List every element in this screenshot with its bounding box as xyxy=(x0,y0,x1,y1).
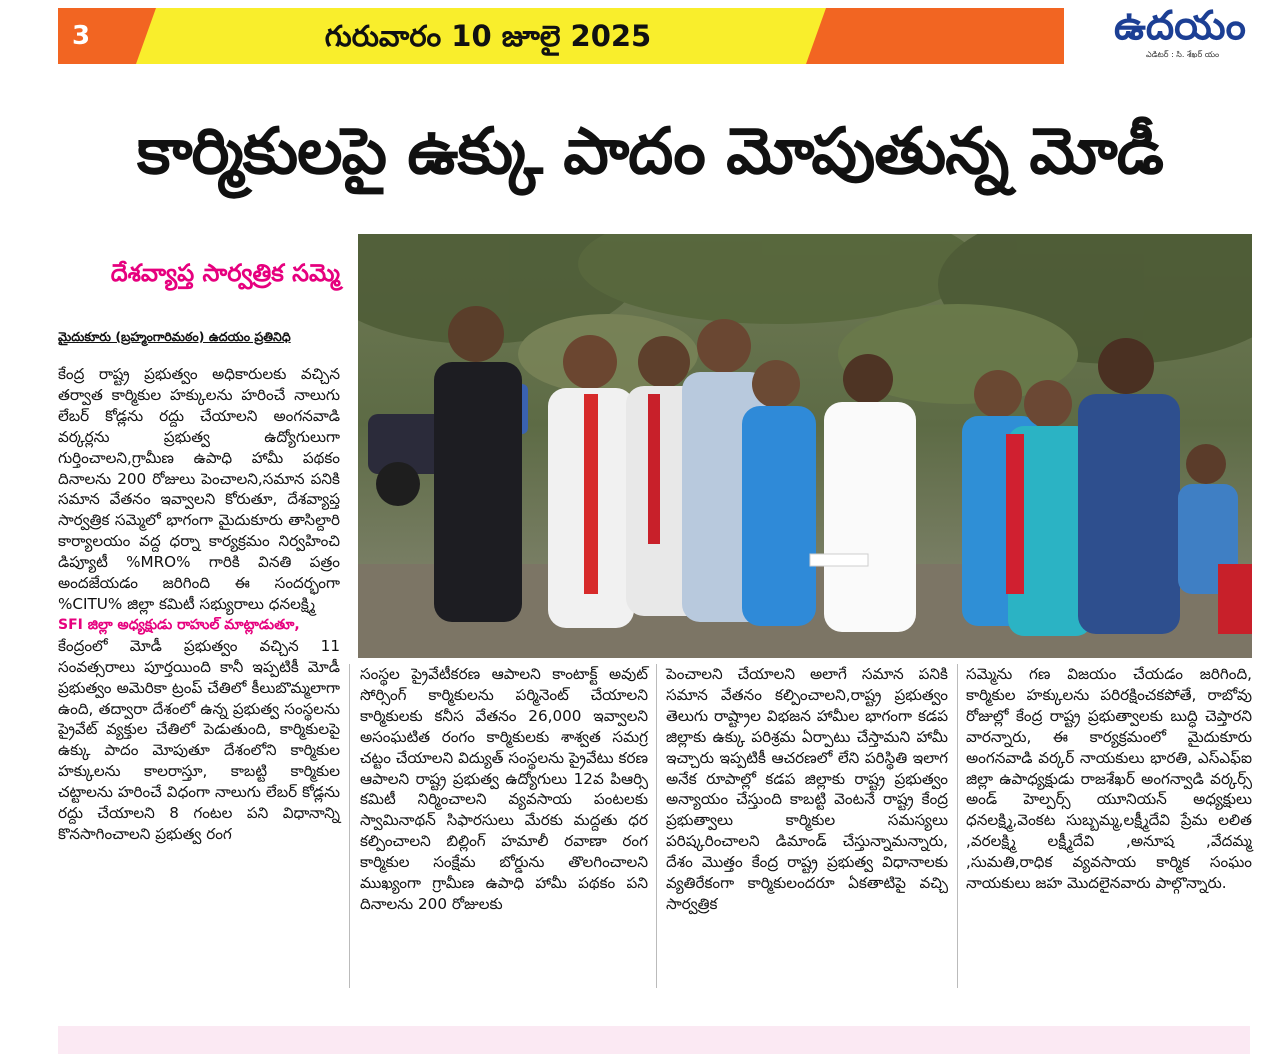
footer-band xyxy=(58,1026,1250,1054)
article-column-4 xyxy=(966,664,1252,894)
memorandum-paper xyxy=(810,554,868,566)
column-1-subheading: SFI జిల్లా అధ్యక్షుడు రాహుల్ మాట్లాడుతూ, xyxy=(58,616,300,633)
page-header xyxy=(58,8,1064,64)
article-dateline: మైదుకూరు (బ్రహ్మంగారిమఠం) ఉదయం ప్రతినిధి xyxy=(58,329,291,344)
column-2-text: సంస్థల ప్రైవేటీకరణ ఆపాలని కాంటాక్ట్ అవుట్ సోర్సింగ్ కార్మికులను పర్మినెంట్ చేయాలని కార్మికులకు కనీస వేతనం 26,000 ఇవ్వాలని అసంఘటిత రంగం కార్మికులకు శాశ్వత సమగ్ర చట్టం చేయాలని విద్యుత్ సంస్థలను ప్రైవేటు కరణ ఆపాలని రాష్ట్ర ప్రభుత్వ ఉద్యోగులు 12వ పిఆర్సి కమిటీ నిర్మించాలని వ్యవసాయ పంటలకు స్వామినాథన్ సిఫారసులు మేరకు మద్దతు ధర కల్పించాలని బిల్లింగ్ హమాలీ రవాణా రంగ కార్మికుల సంక్షేమ బోర్డును తొలగించాలని ముఖ్యంగా గ్రామీణ ఉపాధి హామీ పథకం పని దినాలను 200 రోజులకు xyxy=(360,665,648,913)
article-headline: కార్మికులపై ఉక్కు పాదం మోపుతున్న మోడీ xyxy=(136,115,1164,189)
photo-illustration xyxy=(358,234,1252,658)
column-3-text: పెంచాలని చేయాలని అలాగే సమాన పనికి సమాన వేతనం కల్పించాలని,రాష్ట్ర ప్రభుత్వం తెలుగు రాష్ట్రాల విభజన హామీల భాగంగా కడప జిల్లాకు ఉక్కు పరిశ్రమ ఏర్పాటు చేస్తామని హామీ ఇచ్చారు ఇప్పటికీ ఆచరణలో లేని పరిస్థితి ఇలాగ అనేక రూపాల్లో కడప జిల్లాకు రాష్ట్ర ప్రభుత్వం అన్యాయం చేస్తుంది కాబట్టి వెంటనే రాష్ట్ర కేంద్ర ప్రభుత్వాలు కార్మికుల సమస్యలు పరిష్కరించాలని డిమాండ్ చేస్తున్నామన్నారు, దేశం మొత్తం కేంద్ర రాష్ట్ర ప్రభుత్వ విధానాలకు వ్యతిరేకంగా కార్మికులందరూ ఏకతాటిపై వచ్చి సార్వత్రిక xyxy=(666,665,948,913)
column-4-text: సమ్మెను గణ విజయం చేయడం జరిగింది, కార్మికుల హక్కులను పరిరక్షించకపోతే, రాబోవు రోజుల్లో కేంద్ర రాష్ట్ర ప్రభుత్వాలకు బుద్ధి చెప్తారని వారన్నారు, ఈ కార్యక్రమంలో మైదుకూరు అంగనవాడి వర్కర్ నాయకులు భారతి, ఎస్ఎఫ్ఐ జిల్లా ఉపాధ్యక్షుడు రాజశేఖర్ అంగన్వాడి వర్కర్స్ అండ్ హెల్పర్స్ యూనియన్ అధ్యక్షులు ధనలక్ష్మి,వెంకట సుబ్బమ్మ,లక్ష్మీదేవి ప్రేమ లలిత ,వరలక్ష్మి లక్ష్మీదేవి ,అనూష ,వేదమ్మ ,సుమతి,రాధిక వ్యవసాయ కార్మిక సంఘం నాయకులు జహ మొదలైనవారు పాల్గొన్నారు. xyxy=(966,665,1252,893)
article-column-2 xyxy=(360,664,648,915)
page-number: 3 xyxy=(72,21,91,51)
column-rule xyxy=(957,664,958,988)
column-rule xyxy=(349,664,350,988)
column-1-text: కేంద్ర రాష్ట్ర ప్రభుత్వం అధికారులకు వచ్చిన తర్వాత కార్మికుల హక్కులను హరించే నాలుగు లేబర్ కోడ్లను రద్దు చేయాలని అంగనవాడి వర్కర్లను ప్రభుత్వ ఉద్యోగులుగా గుర్తించాలని,గ్రామీణ ఉపాధి హామీ పథకం దినాలను 200 రోజులు పెంచాలని,సమాన పనికి సమాన వేతనం ఇవ్వాలని కోరుతూ, దేశవ్యాప్త సార్వత్రిక సమ్మెలో భాగంగా మైదుకూరు తాసిల్దారి కార్యాలయం వద్ద ధర్నా కార్యక్రమం నిర్వహించి డిప్యూటీ %MRO% గారికి వినతి పత్రం అందజేయడం జరిగింది ఈ సందర్భంగా %CITU% జిల్లా కమిటీ సభ్యురాలు ధనలక్ష్మి xyxy=(58,365,340,613)
masthead-logo: ఉదయం xyxy=(1114,2,1246,49)
issue-date: గురువారం 10 జూలై 2025 xyxy=(324,19,652,53)
news-photo xyxy=(358,234,1252,658)
article-kicker: దేశవ్యాప్త సార్వత్రిక సమ్మె xyxy=(110,259,340,287)
article-column-1 xyxy=(58,364,340,845)
column-rule xyxy=(656,664,657,988)
masthead xyxy=(1100,2,1282,62)
article-column-3 xyxy=(666,664,948,915)
masthead-editor-line: ఎడిటర్ : సి. శేఖర్ యం xyxy=(1146,50,1220,59)
column-1-text-continued: కేంద్రంలో మోడీ ప్రభుత్వం వచ్చిన 11 సంవత్సరాలు పూర్తయింది కానీ ఇప్పటికీ మోడీ ప్రభుత్వం అమెరికా ట్రంప్ చేతిలో కీలుబొమ్మలాగా ఉంది, తద్వారా దేశంలో ఉన్న ప్రభుత్వ సంస్థలను ప్రైవేట్ వ్యక్తుల చేతిలో పెడుతుంది, కార్మికులపై ఉక్కు పాదం మోపుతూ దేశంలోని కార్మికుల హక్కులను కాలరాస్తూ, కాబట్టి కార్మికుల చట్టాలను హరించే విధంగా నాలుగు లేబర్ కోడ్లను రద్దు చేయాలని 8 గంటల పని విధానాన్ని కొనసాగించాలని ప్రభుత్వ రంగ xyxy=(58,636,340,843)
